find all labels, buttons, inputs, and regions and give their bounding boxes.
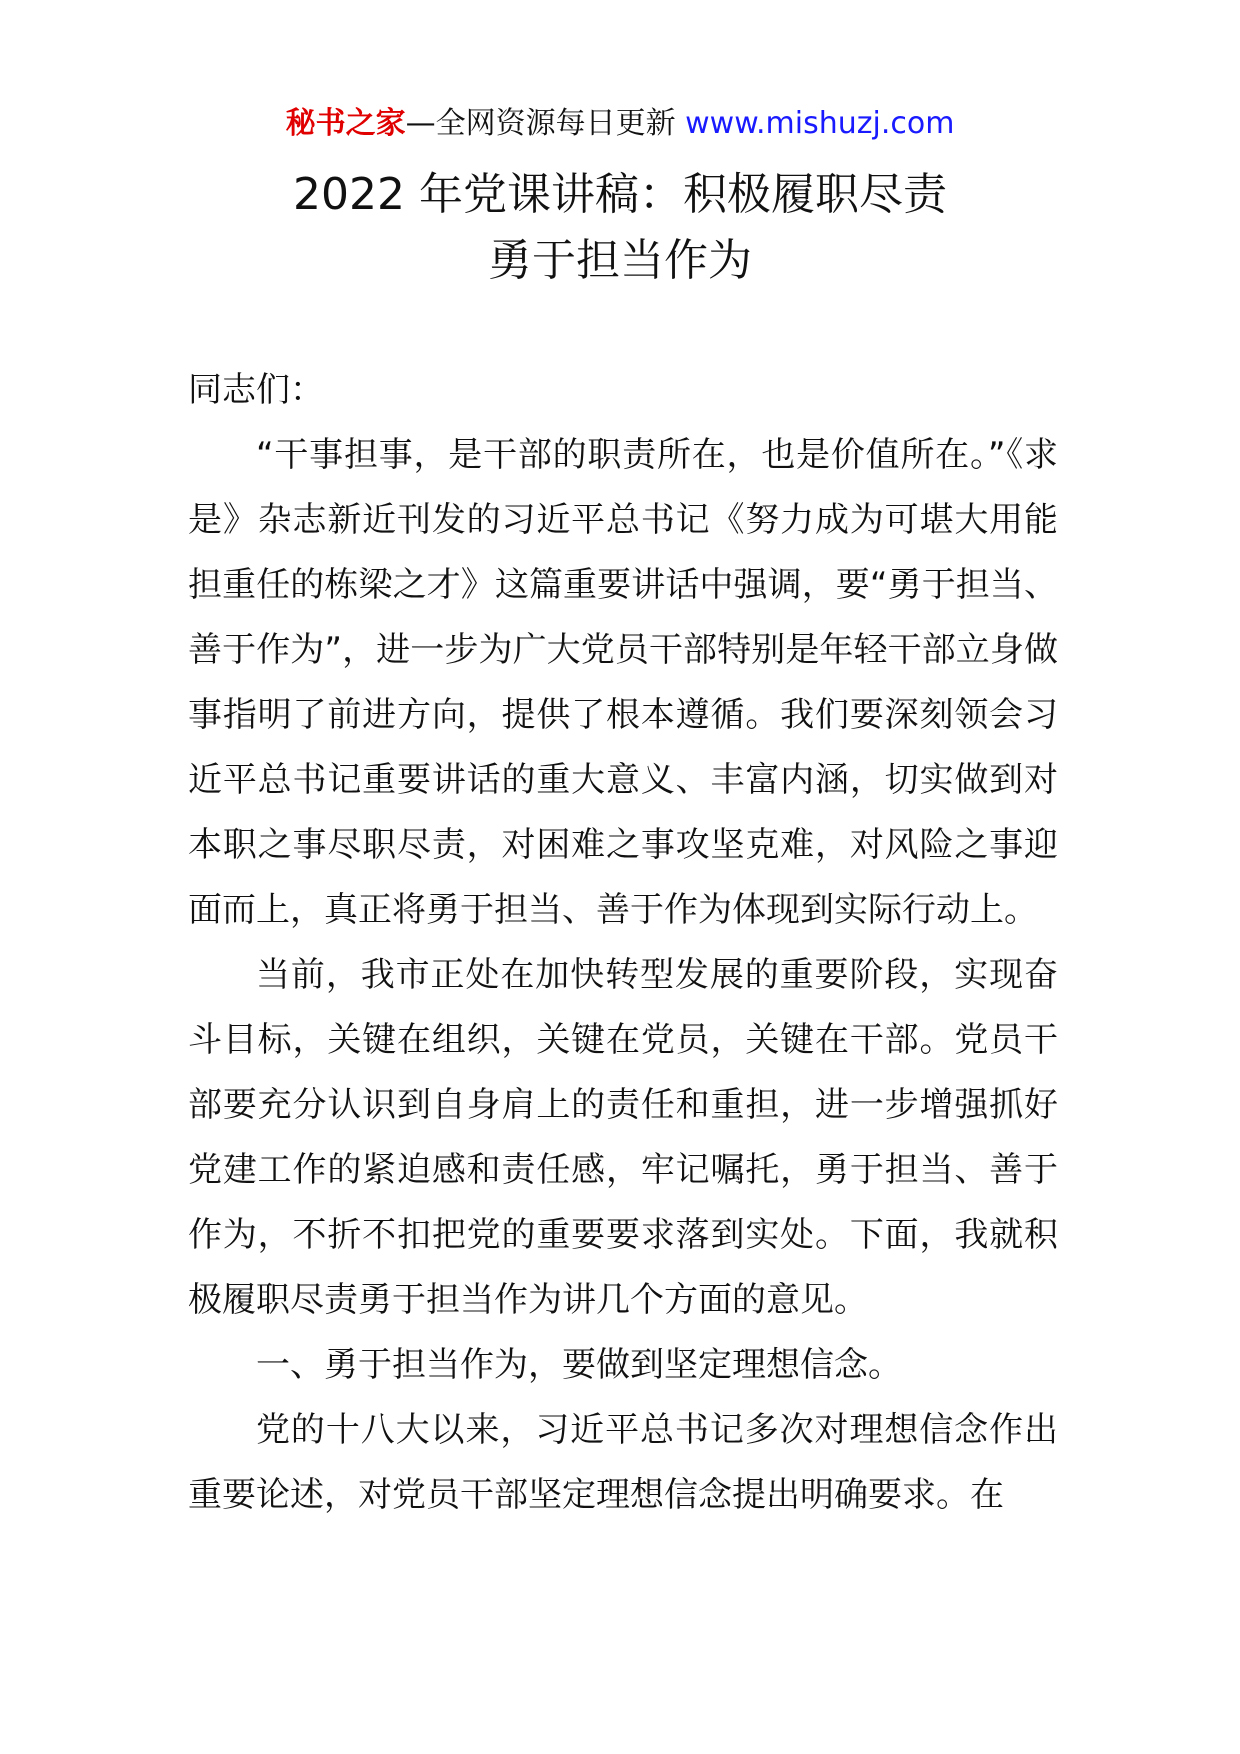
site-url-link[interactable]: www.mishuzj.com xyxy=(685,106,955,141)
body-paragraph: 党的十八大以来，习近平总书记多次对理想信念作出重要论述，对党员干部坚定理想信念提出明确要求。在 xyxy=(188,1410,1058,1515)
section-heading: 一、勇于担当作为，要做到坚定理想信念。 xyxy=(256,1345,902,1385)
title-line-2: 勇于担当作为 xyxy=(488,235,752,286)
body-paragraph: 当前，我市正处在加快转型发展的重要阶段，实现奋斗目标，关键在组织，关键在党员，关键在干部。党员干部要充分认识到自身肩上的责任和重担，进一步增强抓好党建工作的紧迫感和责任感，牢记嘱托，勇于担当、善于作为，不折不扣把党的重要要求落到实处。下面，我就积极履职尽责勇于担当作为讲几个方面的意见。 xyxy=(188,955,1058,1320)
header-tagline: —全网资源每日更新 xyxy=(405,106,676,141)
site-header xyxy=(0,102,1240,146)
title-line-1: 2022 年党课讲稿：积极履职尽责 xyxy=(293,169,947,220)
salutation: 同志们： xyxy=(188,370,324,410)
page-title xyxy=(0,162,1240,294)
body-paragraph: “干事担事，是干部的职责所在，也是价值所在。”《求是》杂志新近刊发的习近平总书记《努力成为可堪大用能担重任的栋梁之才》这篇重要讲话中强调，要“勇于担当、善于作为”，进一步为广大党员干部特别是年轻干部立身做事指明了前进方向，提供了根本遵循。我们要深刻领会习近平总书记重要讲话的重大意义、丰富内涵，切实做到对本职之事尽职尽责，对困难之事攻坚克难，对风险之事迎面而上，真正将勇于担当、善于作为体现到实际行动上。 xyxy=(188,435,1058,930)
brand-name: 秘书之家 xyxy=(285,106,406,141)
document-body xyxy=(188,358,1058,1528)
